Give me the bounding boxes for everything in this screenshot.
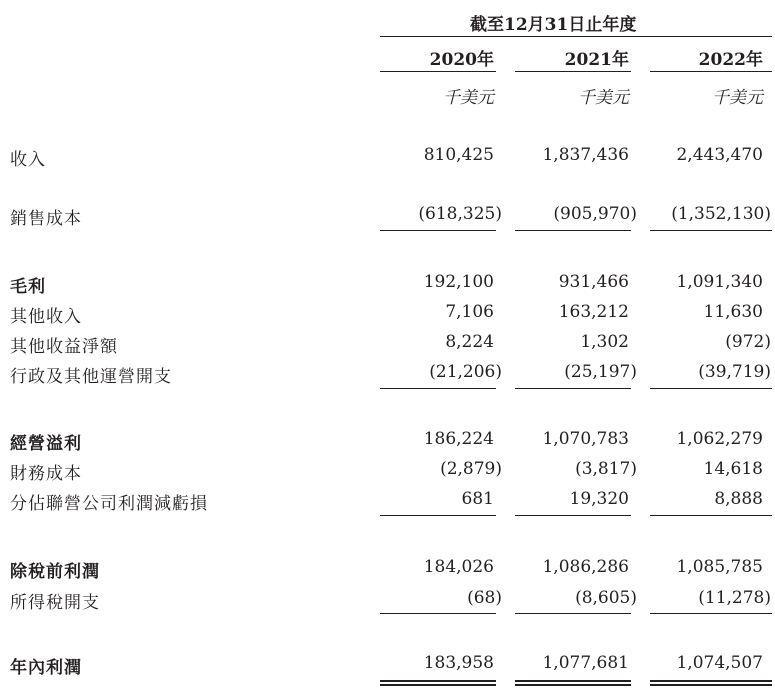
income-tax-2021: (8,605) — [575, 588, 637, 608]
row-label-revenue: 收入 — [10, 150, 46, 170]
rule-tax-2022 — [650, 613, 772, 614]
gross-profit-2022: 1,091,340 — [676, 272, 763, 292]
year-2020-header: 2020年 — [429, 50, 494, 70]
cost-of-sales-2022: (1,352,130) — [671, 204, 771, 224]
admin-expenses-2022: (39,719) — [698, 362, 771, 382]
year-rule-2021 — [515, 71, 631, 72]
double-rule-2020 — [380, 680, 496, 686]
unit-2022: 千美元 — [712, 88, 763, 108]
gross-profit-2021: 931,466 — [558, 272, 629, 292]
rule-assoc-2020 — [380, 515, 496, 516]
rule-admin-2020 — [380, 388, 496, 389]
year-2022-header: 2022年 — [698, 50, 763, 70]
revenue-2021: 1,837,436 — [542, 145, 629, 165]
operating-profit-2021: 1,070,783 — [542, 429, 629, 449]
rule-assoc-2021 — [515, 515, 631, 516]
pbt-2022: 1,085,785 — [676, 557, 763, 577]
row-label-profit-for-year: 年內利潤 — [10, 658, 82, 678]
row-label-operating-profit: 經營溢利 — [10, 434, 82, 454]
profit-year-2021: 1,077,681 — [542, 653, 629, 673]
share-associates-2021: 19,320 — [569, 489, 629, 509]
period-header: 截至12月31日止年度 — [470, 15, 637, 35]
row-label-cost-of-sales: 銷售成本 — [10, 209, 82, 229]
pbt-2020: 184,026 — [423, 557, 494, 577]
double-rule-2022 — [650, 680, 772, 686]
finance-costs-2022: 14,618 — [703, 459, 763, 479]
rule-tax-2020 — [380, 613, 496, 614]
year-2021-header: 2021年 — [564, 50, 629, 70]
income-tax-2020: (68) — [467, 588, 502, 608]
finance-costs-2020: (2,879) — [440, 459, 502, 479]
rule-admin-2021 — [515, 388, 631, 389]
income-tax-2022: (11,278) — [698, 588, 771, 608]
gross-profit-2020: 192,100 — [423, 272, 494, 292]
rule-cos-2022 — [650, 230, 772, 231]
profit-year-2022: 1,074,507 — [676, 653, 763, 673]
year-rule-2020 — [380, 71, 496, 72]
year-rule-2022 — [650, 71, 772, 72]
row-label-finance-costs: 財務成本 — [10, 464, 82, 484]
header-rule — [380, 36, 772, 37]
cost-of-sales-2021: (905,970) — [553, 204, 637, 224]
revenue-2020: 810,425 — [423, 145, 494, 165]
admin-expenses-2021: (25,197) — [564, 362, 637, 382]
other-income-2021: 163,212 — [558, 302, 629, 322]
rule-assoc-2022 — [650, 515, 772, 516]
other-income-2020: 7,106 — [445, 302, 494, 322]
rule-admin-2022 — [650, 388, 772, 389]
row-label-admin-expenses: 行政及其他運營開支 — [10, 367, 172, 387]
cost-of-sales-2020: (618,325) — [418, 204, 502, 224]
unit-2020: 千美元 — [443, 88, 494, 108]
rule-cos-2021 — [515, 230, 631, 231]
row-label-gross-profit: 毛利 — [10, 277, 46, 297]
pbt-2021: 1,086,286 — [542, 557, 629, 577]
other-gains-2022: (972) — [725, 332, 771, 352]
double-rule-2021 — [515, 680, 631, 686]
row-label-other-income: 其他收入 — [10, 307, 82, 327]
finance-costs-2021: (3,817) — [575, 459, 637, 479]
rule-cos-2020 — [380, 230, 496, 231]
rule-tax-2021 — [515, 613, 631, 614]
operating-profit-2022: 1,062,279 — [676, 429, 763, 449]
row-label-share-of-associates: 分佔聯營公司利潤減虧損 — [10, 494, 208, 514]
profit-year-2020: 183,958 — [423, 653, 494, 673]
other-gains-2020: 8,224 — [445, 332, 494, 352]
share-associates-2022: 8,888 — [714, 489, 763, 509]
other-gains-2021: 1,302 — [580, 332, 629, 352]
revenue-2022: 2,443,470 — [676, 145, 763, 165]
row-label-other-gains-net: 其他收益淨額 — [10, 337, 118, 357]
admin-expenses-2020: (21,206) — [429, 362, 502, 382]
row-label-profit-before-tax: 除稅前利潤 — [10, 562, 100, 582]
row-label-income-tax: 所得稅開支 — [10, 593, 100, 613]
share-associates-2020: 681 — [461, 489, 494, 509]
operating-profit-2020: 186,224 — [423, 429, 494, 449]
unit-2021: 千美元 — [578, 88, 629, 108]
other-income-2022: 11,630 — [703, 302, 763, 322]
